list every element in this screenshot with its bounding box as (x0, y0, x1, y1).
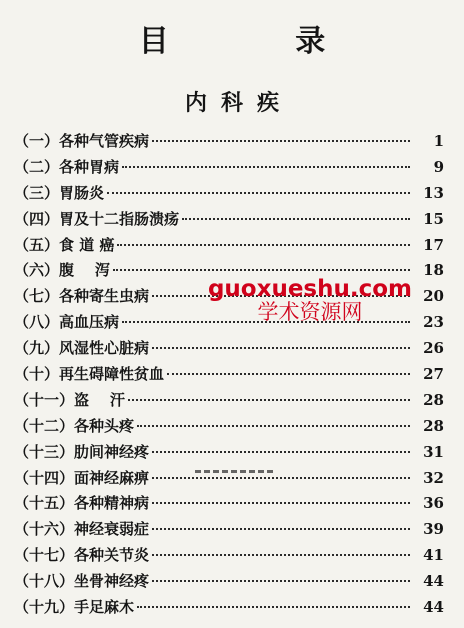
toc-entry (14, 544, 444, 570)
toc-entry (14, 234, 444, 260)
toc-entry (14, 570, 444, 596)
toc-entry-title: 神经衰弱症 (74, 520, 150, 539)
print-smudge (195, 470, 273, 483)
toc-entry-title: 高血压病 (59, 313, 120, 332)
toc-dot-leader (152, 347, 410, 349)
toc-entry-number: （十一） (14, 390, 75, 409)
toc-page-number: 23 (423, 313, 444, 332)
toc-page-number: 39 (423, 520, 444, 539)
toc-entry-title: 手足麻木 (74, 598, 135, 617)
toc-entry-number: （四） (14, 209, 60, 228)
toc-entry (14, 441, 444, 467)
toc-entry-number: （九） (14, 339, 60, 358)
toc-entry-title: 坐骨神经疼 (74, 572, 150, 591)
watermark-url: guoxueshu.com (207, 276, 412, 302)
toc-entry (14, 363, 444, 389)
toc-dot-leader (128, 399, 410, 401)
toc-page-number: 20 (423, 287, 444, 306)
toc-dot-leader (113, 269, 410, 271)
toc-entry (14, 208, 444, 234)
toc-entry-title: 肋间神经疼 (74, 442, 150, 461)
toc-entry-number: （六） (14, 261, 60, 280)
toc-dot-leader (137, 425, 410, 427)
toc-dot-leader (122, 166, 410, 168)
toc-entry (14, 389, 444, 415)
toc-entry-number: （七） (14, 287, 60, 306)
toc-page-number: 44 (423, 572, 444, 591)
toc-entry-title: 各种精神病 (74, 494, 150, 513)
toc-entry (14, 518, 444, 544)
toc-page-number: 36 (423, 494, 444, 513)
toc-page-number: 18 (423, 261, 444, 280)
toc-page-number: 13 (423, 183, 444, 202)
toc-entry-title: 面神经麻痹 (74, 468, 150, 487)
toc-dot-leader (152, 502, 410, 504)
toc-page-number: 15 (423, 209, 444, 228)
toc-dot-leader (152, 477, 410, 479)
toc-dot-leader (152, 451, 410, 453)
toc-dot-leader (117, 244, 410, 246)
toc-entry-number: （十六） (14, 520, 75, 539)
toc-page-number: 28 (423, 390, 444, 409)
toc-entry-number: （十） (14, 365, 60, 384)
toc-page-number: 17 (423, 235, 444, 254)
toc-entry-number: （一） (14, 132, 60, 150)
toc-page-number: 27 (423, 365, 444, 384)
toc-entry-number: （十三） (14, 442, 75, 461)
toc-entry-title: 食 道 癌 (59, 235, 115, 254)
toc-entry (14, 337, 444, 363)
toc-entry-number: （十五） (14, 494, 75, 513)
toc-entry-title: 再生碍障性贫血 (59, 365, 165, 384)
toc-page-number: 1 (433, 132, 444, 150)
toc-entry (14, 596, 444, 622)
toc-dot-leader (152, 528, 410, 530)
toc-entry-title: 各种寄生虫病 (59, 287, 150, 306)
watermark (208, 277, 412, 323)
toc-entry-title: 胃肠炎 (59, 183, 105, 202)
toc-entry-title: 风湿性心脏病 (59, 339, 150, 358)
watermark-name: 学术资源网 (257, 300, 363, 325)
toc-dot-leader (152, 140, 410, 142)
toc-entry-number: （十七） (14, 546, 75, 565)
toc-entry-number: （二） (14, 157, 60, 176)
toc-entry (14, 130, 444, 156)
toc-entry-number: （十九） (14, 598, 75, 617)
toc-entry (14, 415, 444, 441)
toc-page-number: 31 (423, 442, 444, 461)
toc-entry (14, 182, 444, 208)
page-title: 目 录 (138, 24, 384, 59)
toc-page-number: 41 (423, 546, 444, 565)
toc-dot-leader (107, 192, 410, 194)
table-of-contents (14, 130, 444, 622)
toc-page-number: 26 (423, 339, 444, 358)
toc-dot-leader (152, 554, 410, 556)
toc-dot-leader (137, 606, 410, 608)
toc-entry-title: 腹 泻 (59, 261, 110, 280)
toc-entry-number: （三） (14, 183, 60, 202)
toc-entry (14, 492, 444, 518)
toc-entry-number: （十二） (14, 416, 75, 435)
toc-entry-number: （十八） (14, 572, 75, 591)
toc-dot-leader (152, 580, 410, 582)
toc-entry-title: 胃及十二指肠溃疡 (59, 209, 180, 228)
toc-entry-number: （五） (14, 235, 60, 254)
toc-entry-title: 各种胃病 (59, 157, 120, 176)
toc-entry-number: （八） (14, 313, 60, 332)
toc-page-number: 32 (423, 468, 444, 487)
toc-dot-leader (167, 373, 410, 375)
toc-page-number: 28 (423, 416, 444, 435)
toc-entry-title: 各种头疼 (74, 416, 135, 435)
toc-entry (14, 156, 444, 182)
toc-dot-leader (182, 218, 410, 220)
section-title: 内科疾 (184, 91, 293, 116)
toc-entry-title: 各种气管疾病 (59, 132, 150, 150)
toc-page-number: 44 (423, 598, 444, 617)
toc-entry-title: 盗 汗 (74, 390, 125, 409)
toc-entry-number: （十四） (14, 468, 75, 487)
toc-page-number: 9 (433, 157, 444, 176)
toc-entry-title: 各种关节炎 (74, 546, 150, 565)
